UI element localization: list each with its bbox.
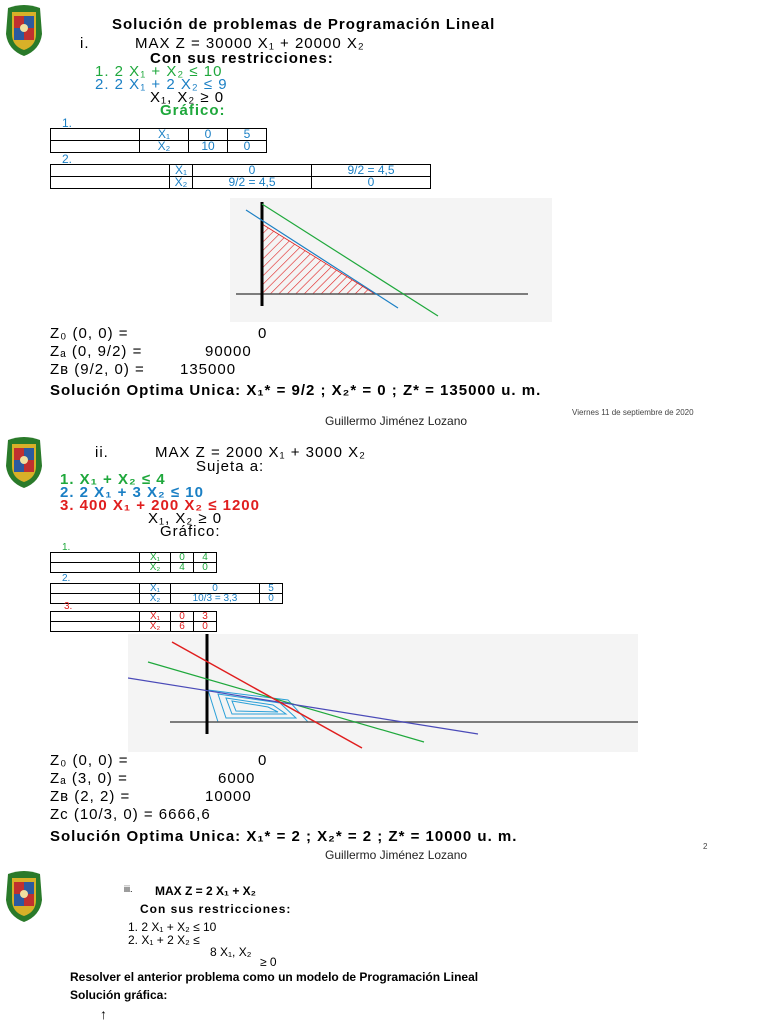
table-1 xyxy=(50,552,217,573)
table-row xyxy=(51,177,431,189)
graph-heading: Gráfico: xyxy=(160,102,226,119)
university-crest-logo xyxy=(2,4,46,58)
vertex-zb-value: 10000 xyxy=(205,788,252,805)
table-cell: 4 xyxy=(171,563,194,573)
table-row xyxy=(51,141,267,153)
table-cell: 0 xyxy=(193,165,312,177)
constraints-heading: Con sus restricciones: xyxy=(140,902,292,916)
table-2-label: 2. xyxy=(62,152,73,166)
table-cell: 0 xyxy=(194,622,217,632)
table-row xyxy=(51,553,217,563)
table-cell: 10 xyxy=(189,141,228,153)
table-cell: 0 xyxy=(171,553,194,563)
vertex-zb: Zʙ (9/2, 0) = xyxy=(50,361,145,378)
table-cell: X₂ xyxy=(140,563,171,573)
table-2 xyxy=(50,164,431,189)
objective-function: MAX Z = 2000 X₁ + 3000 X₂ xyxy=(155,444,366,461)
table-cell: 10/3 = 3,3 xyxy=(171,594,260,604)
constraint-nonneg: X₁, X₂ ≥ 0 xyxy=(148,510,223,527)
table-cell: X₂ xyxy=(140,594,171,604)
vertex-za-value: 6000 xyxy=(218,770,256,787)
vertex-zc: Zc (10/3, 0) = 6666,6 xyxy=(50,806,211,823)
vertex-z0-value: 0 xyxy=(258,752,268,769)
constraint-2: 2. 2 X₁ + 3 X₂ ≤ 10 xyxy=(60,484,204,501)
constraint-3: 8 X₁, X₂ xyxy=(210,945,252,959)
table-2-label: 2. xyxy=(62,573,71,584)
vertex-zb: Zʙ (2, 2) = xyxy=(50,788,131,805)
constraint-1: 1. X₁ + X₂ ≤ 4 xyxy=(60,471,166,488)
objective-function: MAX Z = 30000 X₁ + 20000 X₂ xyxy=(135,35,365,52)
table-cell xyxy=(51,563,140,573)
problem-number: iii. xyxy=(124,884,133,894)
table-cell: X₁ xyxy=(140,129,189,141)
table-3-label: 3. xyxy=(64,601,73,612)
table-cell: X₂ xyxy=(140,141,189,153)
university-crest-logo xyxy=(2,436,46,490)
objective-function: MAX Z = 2 X₁ + X₂ xyxy=(155,884,256,898)
table-row xyxy=(51,594,283,604)
table-cell: 9/2 = 4,5 xyxy=(312,165,431,177)
table-cell: 0 xyxy=(260,594,283,604)
optimal-solution: Solución Optima Unica: X₁* = 2 ; X₂* = 2 ; Z* = 10000 u. m. xyxy=(50,828,518,845)
vertex-z0: Z₀ (0, 0) = xyxy=(50,752,129,769)
instruction-text: Resolver el anterior problema como un modelo de Programación Lineal xyxy=(70,970,479,984)
vertex-za-value: 90000 xyxy=(205,343,252,360)
table-cell: 4 xyxy=(194,553,217,563)
page-number: 2 xyxy=(703,842,708,851)
graph-heading: Gráfico: xyxy=(160,523,221,540)
table-cell: 5 xyxy=(260,584,283,594)
optimal-solution: Solución Optima Unica: X₁* = 9/2 ; X₂* = 0 ; Z* = 135000 u. m. xyxy=(50,382,542,399)
university-crest-logo xyxy=(2,870,46,924)
constraint-2: 2. X₁ + 2 X₂ ≤ xyxy=(128,933,200,947)
table-1-label: 1. xyxy=(62,116,73,130)
table-cell: 0 xyxy=(171,584,260,594)
constraint-3: 3. 400 X₁ + 200 X₂ ≤ 1200 xyxy=(60,497,260,514)
table-cell xyxy=(51,553,140,563)
table-cell: 0 xyxy=(189,129,228,141)
up-arrow-icon: ↑ xyxy=(100,1006,107,1022)
vertex-za: Zₐ (3, 0) = xyxy=(50,770,128,787)
table-cell: X₁ xyxy=(140,553,171,563)
table-cell: 0 xyxy=(194,563,217,573)
problem-number: ii. xyxy=(95,444,109,461)
author-footer: Guillermo Jiménez Lozano xyxy=(325,414,468,428)
table-cell: X₁ xyxy=(140,584,171,594)
table-row xyxy=(51,622,217,632)
table-cell: 9/2 = 4,5 xyxy=(193,177,312,189)
table-cell: 0 xyxy=(312,177,431,189)
table-cell: 5 xyxy=(228,129,267,141)
table-cell: 6 xyxy=(171,622,194,632)
constraint-nonneg: ≥ 0 xyxy=(260,955,277,969)
table-cell xyxy=(51,612,140,622)
constraint-2: 2. 2 X₁ + 2 X₂ ≤ 9 xyxy=(95,76,228,93)
vertex-z0-value: 0 xyxy=(258,325,268,342)
table-cell: X₂ xyxy=(170,177,193,189)
table-cell: X₁ xyxy=(140,612,171,622)
constraints-heading: Con sus restricciones: xyxy=(150,50,334,67)
table-cell: 0 xyxy=(228,141,267,153)
table-cell: 0 xyxy=(171,612,194,622)
table-cell xyxy=(51,622,140,632)
table-cell xyxy=(51,141,140,153)
table-2 xyxy=(50,583,283,604)
date-footer: Viernes 11 de septiembre de 2020 xyxy=(572,408,694,417)
table-cell: X₂ xyxy=(140,622,171,632)
author-footer: Guillermo Jiménez Lozano xyxy=(325,848,468,862)
table-cell xyxy=(51,584,140,594)
constraint-nonneg: X₁, X₂ ≥ 0 xyxy=(150,89,225,106)
table-cell xyxy=(51,177,170,189)
subject-to-heading: Sujeta a: xyxy=(196,458,265,475)
vertex-zb-value: 135000 xyxy=(180,361,237,378)
table-3 xyxy=(50,611,217,632)
constraint-1: 1. 2 X₁ + X₂ ≤ 10 xyxy=(128,920,217,934)
problem-number: i. xyxy=(80,35,90,52)
vertex-z0: Z₀ (0, 0) = xyxy=(50,325,129,342)
table-row xyxy=(51,584,283,594)
subheading: Solución gráfica: xyxy=(70,988,168,1002)
table-row xyxy=(51,612,217,622)
table-cell xyxy=(51,129,140,141)
page-title: Solución de problemas de Programación Lineal xyxy=(112,16,496,33)
table-cell: 3 xyxy=(194,612,217,622)
table-row xyxy=(51,563,217,573)
feasible-region-graph-1 xyxy=(230,198,552,322)
feasible-region-graph-2 xyxy=(128,634,638,752)
table-1-label: 1. xyxy=(62,542,71,553)
table-cell: X₁ xyxy=(170,165,193,177)
vertex-za: Zₐ (0, 9/2) = xyxy=(50,343,143,360)
table-1 xyxy=(50,128,267,153)
constraint-1: 1. 2 X₁ + X₂ ≤ 10 xyxy=(95,63,223,80)
table-cell xyxy=(51,165,170,177)
